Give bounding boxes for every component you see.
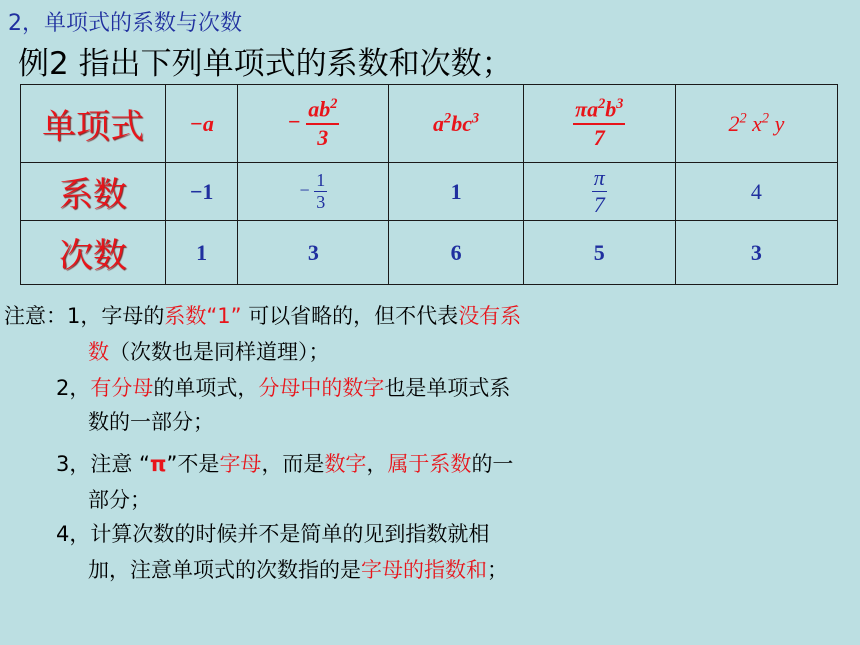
note-4-text-2: 加，注意单项式的次数指的是 [88,558,361,582]
coefficient-2-sign: − [299,179,310,200]
note-2-text-2: 的单项式， [153,376,259,400]
monomial-cell-4 [523,85,675,163]
note-4-line-2 [88,554,508,584]
note-1-text: 注意：1，字母的 [4,304,165,328]
coefficient-3: 1 [450,178,462,204]
row-header-degree: 次数 [21,221,166,285]
monomial-2-num: ab [308,96,331,122]
degree-cell-2 [238,221,389,285]
note-1-highlight-3: 数 [88,340,109,364]
note-3-highlight-2: 数字 [324,452,367,476]
monomial-4-den: 7 [593,124,605,150]
monomial-3-a: a [433,110,445,136]
degree-3: 6 [450,239,462,265]
note-2-text-4: 数的一部分； [88,410,214,434]
note-2-highlight-2: 分母中的数字 [258,376,385,400]
degree-2: 3 [307,239,319,265]
example-title: 例2 指出下列单项式的系数和次数； [18,46,513,82]
note-4-highlight: 字母的指数和 [361,558,487,582]
monomial-2-exp: 2 [330,96,338,113]
monomial-5-t2-exp: 2 [761,110,770,127]
note-3-text-3: ，而是 [261,452,325,476]
note-1-line-1 [4,300,521,330]
note-3-text-2: ”不是 [166,452,220,476]
coefficient-2-den: 3 [316,192,326,212]
coefficient-5: 4 [750,178,762,204]
coefficient-cell-4 [523,163,675,221]
monomial-2-den: 3 [317,124,329,150]
coefficient-4-den: 7 [593,192,605,217]
section-subtitle: 2，单项式的系数与次数 [8,11,242,36]
note-3-text-6: 部分； [88,488,151,512]
monomial-row [21,85,838,163]
note-1-text-2: 可以省略的，但不代表 [248,304,459,328]
note-4-text-3: ； [487,558,508,582]
monomial-4-b: b [605,96,617,122]
note-1-text-3: （次数也是同样道理）； [109,340,330,364]
monomial-cell-5 [675,85,837,163]
monomial-5-t3: y [774,110,785,136]
note-4-text: 4，计算次数的时候并不是简单的见到指数就相 [56,522,490,546]
coefficient-cell-1 [166,163,238,221]
note-3-highlight: 字母 [219,452,262,476]
note-3-highlight-3: 属于系数 [387,452,472,476]
monomial-4-b-exp: 3 [616,96,624,113]
monomial-cell-1 [166,85,238,163]
monomial-2-sign: − [287,108,301,134]
monomial-cell-3 [389,85,523,163]
note-2-line-2 [88,406,214,436]
monomial-1-sign: − [189,110,203,136]
row-header-coefficient: 系数 [21,163,166,221]
note-3-text-5: 的一 [471,452,514,476]
coefficient-cell-2 [238,163,389,221]
monomial-4-a-exp: 2 [598,96,606,113]
pi-symbol: π [149,452,167,476]
monomial-2-fraction [306,96,339,150]
note-3-text-4: ， [366,452,388,476]
note-2-text: 2， [56,376,91,400]
note-4-line-1 [56,518,489,548]
monomial-4-fraction [573,96,625,150]
coefficient-2-num: 1 [316,170,326,190]
coefficient-4-num: π [593,165,605,190]
degree-cell-4 [523,221,675,285]
monomial-cell-2 [238,85,389,163]
note-2-line-1 [56,372,510,402]
coefficient-4-fraction [592,165,607,218]
note-1-highlight: 系数“1” [164,304,242,328]
degree-1: 1 [196,239,208,265]
coefficient-1: −1 [189,178,214,204]
monomial-4-pia: πa [575,96,599,122]
note-1-line-2 [88,336,330,366]
monomial-3-bc: bc [451,110,472,136]
degree-cell-5 [675,221,837,285]
monomial-5-t1-exp: 2 [739,110,747,127]
degree-4: 5 [593,239,605,265]
note-3-line-1 [56,448,513,478]
coefficient-cell-5 [675,163,837,221]
note-1-highlight-2: 没有系 [458,304,522,328]
monomial-5-t1: 2 [728,110,740,136]
degree-cell-1 [166,221,238,285]
monomial-1-base: a [202,110,214,136]
row-header-monomial: 单项式 [21,85,166,163]
monomial-5-t2: x [752,110,762,136]
coefficient-cell-3 [389,163,523,221]
degree-row [21,221,838,285]
degree-cell-3 [389,221,523,285]
note-2-highlight: 有分母 [90,376,154,400]
coefficient-row [21,163,838,221]
monomial-3-a-exp: 2 [444,110,452,127]
note-3-text: 3，注意 “ [56,452,150,476]
monomial-3-c-exp: 3 [471,110,480,127]
monomial-table [20,84,838,285]
degree-5: 3 [750,239,762,265]
note-3-line-2 [88,484,151,514]
coefficient-2-fraction [314,170,327,213]
note-2-text-3: 也是单项式系 [384,376,511,400]
